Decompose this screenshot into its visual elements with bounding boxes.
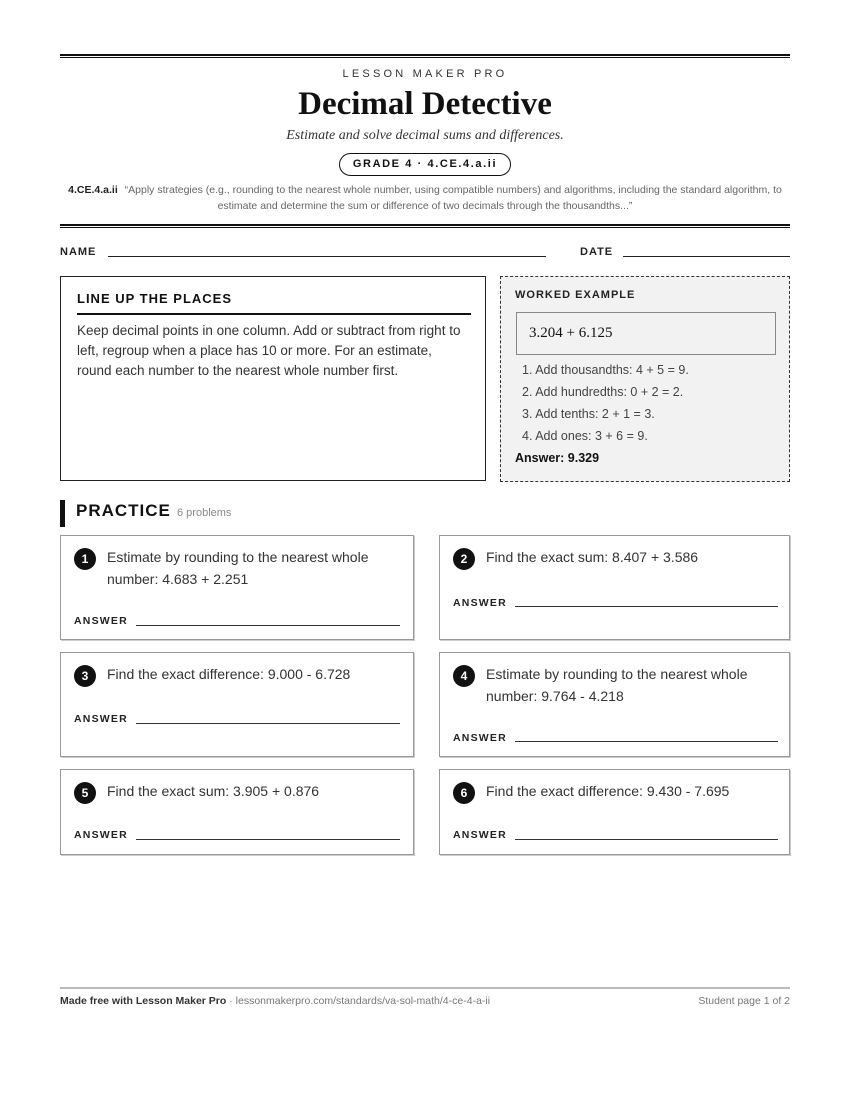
worksheet-page (60, 0, 790, 1100)
problem-card (439, 769, 790, 855)
worked-example-answer: Answer: 9.329 (515, 451, 600, 465)
problem-prompt (486, 663, 748, 707)
answer-field[interactable] (136, 625, 400, 626)
answer-field[interactable] (515, 606, 778, 607)
grade-badge: GRADE 4 · 4.CE.4.a.ii (339, 153, 511, 176)
tip-title-rule (77, 313, 471, 315)
problem-prompt (486, 780, 729, 802)
problem-prompt-line: Find the exact difference: 9.430 - 7.695 (486, 783, 730, 799)
problem-prompt (486, 546, 698, 568)
tip-box (60, 276, 486, 481)
problem-card (60, 535, 414, 640)
answer-label: ANSWER (453, 829, 507, 841)
brand-name: LESSON MAKER PRO (342, 68, 508, 80)
answer-label: ANSWER (453, 597, 507, 609)
problem-prompt-line: number: 9.764 - 4.218 (486, 688, 624, 704)
problem-prompt-line: Estimate by rounding to the nearest whole (107, 549, 369, 565)
tip-text: Keep decimal points in one column. Add or subtract from right to left, regroup when a place has 10 or more. For an estimate, round each number to the nearest whole number first. (77, 323, 461, 378)
problem-card (60, 769, 414, 855)
footer-url[interactable]: · lessonmakerpro.com/standards/va-sol-math/4-ce-4-a-ii (226, 995, 491, 1007)
answer-label: ANSWER (453, 732, 507, 744)
example-step: 1. Add thousandths: 4 + 5 = 9. (522, 363, 689, 377)
example-step: 4. Add ones: 3 + 6 = 9. (522, 429, 648, 443)
date-field[interactable] (623, 256, 790, 257)
problem-number-badge: 5 (74, 782, 96, 804)
answer-field[interactable] (515, 839, 778, 840)
problem-prompt-line: Find the exact difference: 9.000 - 6.728 (107, 666, 351, 682)
answer-label: ANSWER (74, 829, 128, 841)
footer-made-with: Made free with Lesson Maker Pro (60, 995, 227, 1007)
problem-number-badge: 4 (453, 665, 475, 687)
practice-accent-bar (60, 500, 65, 527)
name-field[interactable] (108, 256, 546, 257)
example-step: 3. Add tenths: 2 + 1 = 3. (522, 407, 655, 421)
standard-description (60, 182, 790, 214)
footer-rule (60, 987, 790, 989)
standard-text: “Apply strategies (e.g., rounding to the nearest whole number, using compatible numbers) and algorithms, including the standard algorithm, to estimate and determine the sum or difference of two decimals through the thousandths...” (124, 184, 782, 212)
problem-card (60, 652, 414, 757)
footer-credit (60, 995, 490, 1007)
problem-prompt (107, 780, 319, 802)
page-title: Decimal Detective (298, 86, 552, 122)
answer-label: ANSWER (74, 615, 128, 627)
problem-prompt-line: Estimate by rounding to the nearest whole (486, 666, 748, 682)
worked-example-steps (522, 359, 782, 447)
worked-example-expression: 3.204 + 6.125 (516, 312, 776, 355)
problem-card (439, 652, 790, 757)
problem-number-badge: 2 (453, 548, 475, 570)
problem-number-badge: 6 (453, 782, 475, 804)
example-step: 2. Add hundredths: 0 + 2 = 2. (522, 385, 684, 399)
problem-prompt (107, 663, 350, 685)
footer-page-number: Student page 1 of 2 (698, 995, 790, 1007)
date-label: DATE (580, 246, 614, 258)
header-bottom-rule (60, 224, 790, 228)
problem-prompt-line: Find the exact sum: 8.407 + 3.586 (486, 549, 699, 565)
answer-label: ANSWER (74, 713, 128, 725)
answer-field[interactable] (136, 723, 400, 724)
answer-field[interactable] (136, 839, 400, 840)
standard-code: 4.CE.4.a.ii (68, 184, 118, 196)
answer-field[interactable] (515, 741, 778, 742)
problem-prompt-line: Find the exact sum: 3.905 + 0.876 (107, 783, 320, 799)
problem-number-badge: 3 (74, 665, 96, 687)
practice-heading: PRACTICE (76, 501, 171, 520)
name-label: NAME (60, 246, 97, 258)
problem-card (439, 535, 790, 640)
problem-prompt (107, 546, 369, 590)
page-subtitle: Estimate and solve decimal sums and differences. (286, 128, 564, 143)
problem-prompt-line: number: 4.683 + 2.251 (107, 571, 249, 587)
tip-title: LINE UP THE PLACES (77, 291, 233, 306)
worked-example-title: WORKED EXAMPLE (515, 289, 636, 301)
worked-example-box (500, 276, 790, 482)
practice-count: 6 problems (177, 507, 232, 519)
header-top-rule (60, 54, 790, 58)
problem-number-badge: 1 (74, 548, 96, 570)
